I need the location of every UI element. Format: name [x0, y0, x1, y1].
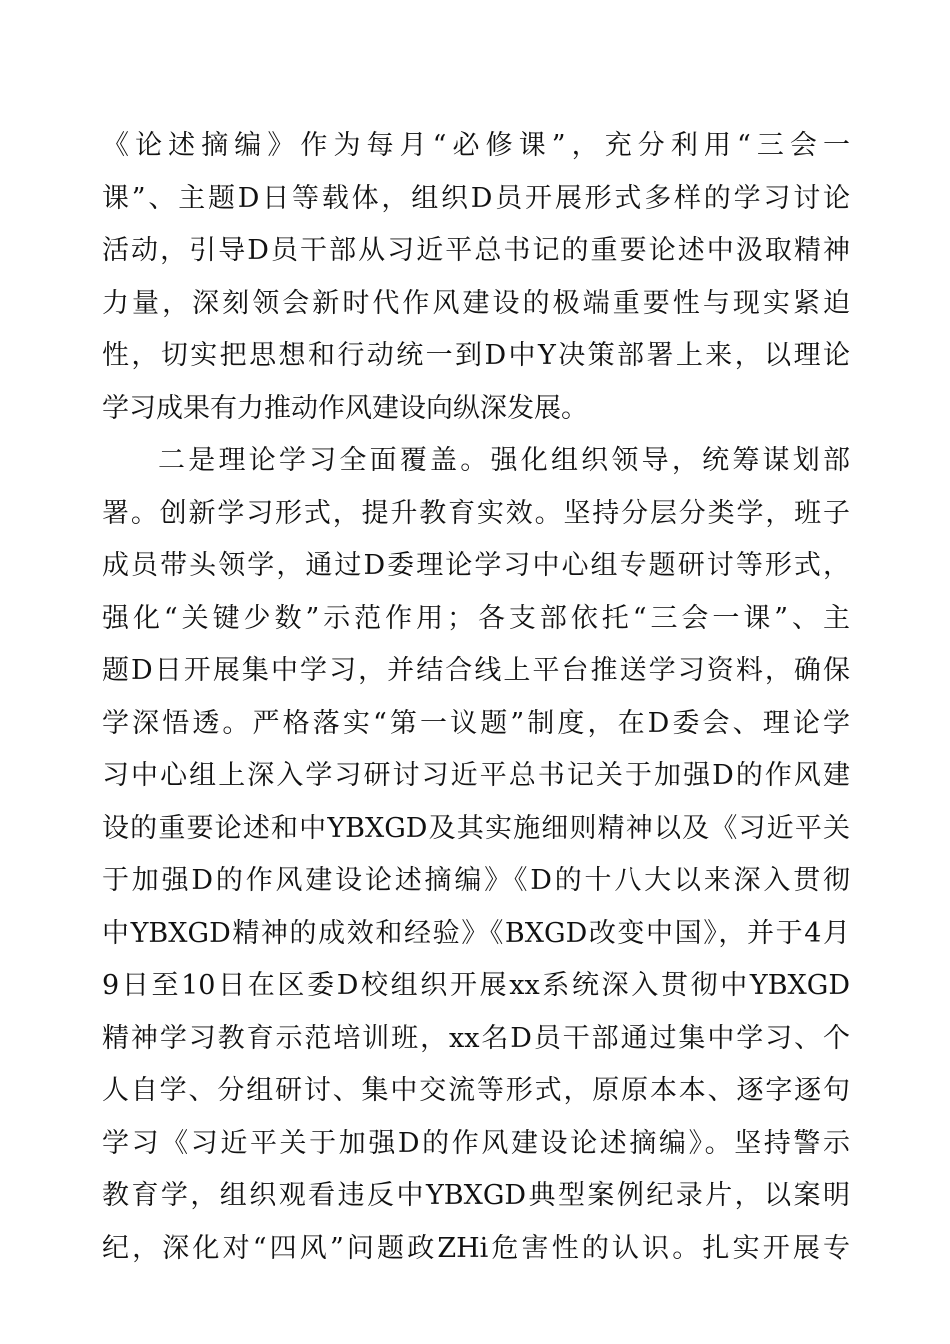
- paragraph-start-line: 二是理论学习全面覆盖。强化组织领导，统筹谋划部: [158, 445, 850, 476]
- text-line: 性，切实把思想和行动统一到D中Y决策部署上来，以理论: [102, 340, 850, 371]
- text-line: 中YBXGD精神的成效和经验》《BXGD改变中国》，并于4月: [102, 917, 850, 949]
- text-line: 教育学，组织观看违反中YBXGD典型案例纪录片，以案明: [102, 1180, 850, 1211]
- text-line: 学习成果有力推动作风建设向纵深发展。: [102, 392, 588, 424]
- body-text: [102, 120, 850, 1275]
- text-line: 习中心组上深入学习研讨习近平总书记关于加强D的作风建: [102, 760, 850, 791]
- text-line: 人自学、分组研讨、集中交流等形式，原原本本、逐字逐句: [102, 1075, 850, 1106]
- text-line: 力量，深刻领会新时代作风建设的极端重要性与现实紧迫: [102, 287, 850, 319]
- text-line: 学深悟透。严格落实“第一议题”制度，在D委会、理论学: [102, 707, 850, 739]
- text-line: 活动，引导D员干部从习近平总书记的重要论述中汲取精神: [102, 235, 850, 266]
- text-line: 《论述摘编》作为每月“必修课”，充分利用“三会一: [102, 130, 850, 161]
- text-line: 署。创新学习形式，提升教育实效。坚持分层分类学，班子: [102, 497, 850, 529]
- text-line: 9日至10日在区委D校组织开展xx系统深入贯彻中YBXGD: [102, 970, 850, 1001]
- text-line: 精神学习教育示范培训班，xx名D员干部通过集中学习、个: [102, 1022, 850, 1054]
- text-line: 题D日开展集中学习，并结合线上平台推送学习资料，确保: [102, 655, 850, 686]
- text-line: 纪，深化对“四风”问题政ZHi危害性的认识。扎实开展专: [102, 1232, 850, 1264]
- text-line: 于加强D的作风建设论述摘编》《D的十八大以来深入贯彻: [102, 865, 850, 896]
- text-line: 强化“关键少数”示范作用；各支部依托“三会一课”、主: [102, 602, 850, 634]
- text-line: 设的重要论述和中YBXGD及其实施细则精神以及《习近平关: [102, 812, 850, 844]
- text-line: 成员带头领学，通过D委理论学习中心组专题研讨等形式，: [102, 550, 850, 581]
- text-line: 学习《习近平关于加强D的作风建设论述摘编》。坚持警示: [102, 1127, 850, 1159]
- text-line: 课”、主题D日等载体，组织D员开展形式多样的学习讨论: [102, 182, 850, 214]
